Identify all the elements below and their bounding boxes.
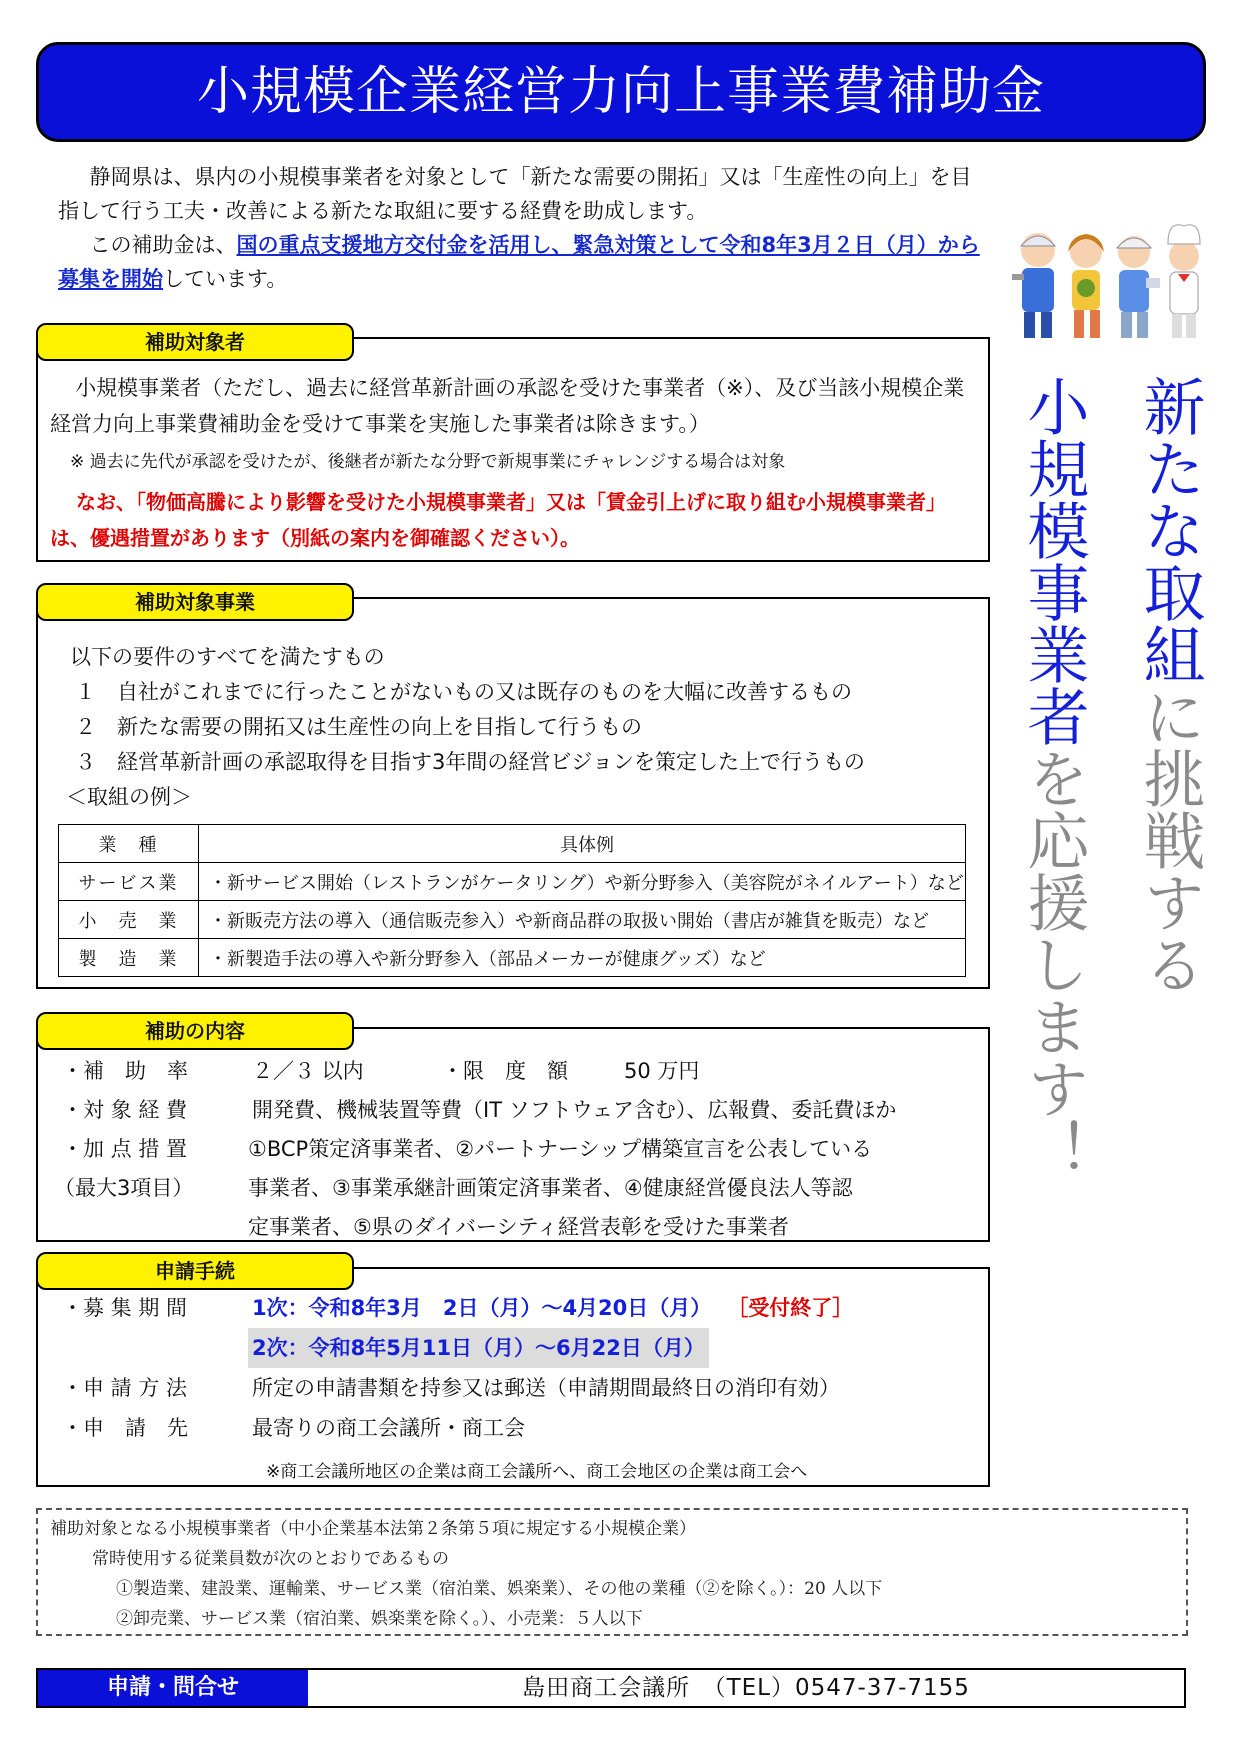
- method-label: ・申 請 方 法: [62, 1376, 188, 1400]
- table-cell-example: ・新製造手法の導入や新分野参入（部品メーカーが健康グッズ）など: [199, 939, 966, 977]
- table-cell-industry: サービス業: [59, 863, 199, 901]
- bonus-sub-label: （最大3項目）: [54, 1176, 194, 1200]
- worker-mechanic-icon: [1012, 233, 1055, 338]
- eligible-note: ※ 過去に先代が承認を受けたが、後継者が新たな分野で新規事業にチャレンジする場合は対象: [70, 452, 786, 472]
- table-row: [59, 901, 966, 939]
- section-eligible-label: 補助対象者: [36, 323, 354, 361]
- bonus-spacer: [62, 1208, 248, 1247]
- table-row: [59, 863, 966, 901]
- requirements-intro: 以下の要件のすべてを満たすもの: [70, 645, 385, 669]
- bonus-row: [62, 1130, 896, 1169]
- workers-illustration: [1010, 212, 1210, 344]
- period-second: 2次：令和8年5月11日（月）～6月22日（月）: [248, 1328, 709, 1368]
- bonus-line: 定事業者、⑤県のダイバーシティ経営表彰を受けた事業者: [248, 1215, 789, 1239]
- definition-box: [36, 1508, 1188, 1636]
- slogan-column-1: [1133, 375, 1206, 995]
- table-cell-industry: 小 売 業: [59, 901, 199, 939]
- dest-label: ・申 請 先: [62, 1416, 188, 1440]
- slogan-col1-b: に挑戦する: [1133, 685, 1206, 995]
- requirement-item: ２ 新たな需要の開拓又は生産性の向上を目指して行うもの: [75, 715, 642, 739]
- rate-label: ・補 助 率: [62, 1059, 188, 1083]
- limit-value: 50 万円: [624, 1059, 700, 1083]
- examples-table: [58, 824, 966, 977]
- intro-highlight: 国の重点支援地方交付金を活用し、緊急対策として令和8年3月２日（月）から募集を開始: [58, 233, 980, 291]
- slogan-column-2: [1017, 375, 1090, 1181]
- bonus-row: [62, 1208, 896, 1247]
- cost-label: ・対 象 経 費: [62, 1098, 188, 1122]
- definition-line: 補助対象となる小規模事業者（中小企業基本法第２条第５項に規定する小規模企業）: [50, 1519, 696, 1539]
- table-cell-example: ・新サービス開始（レストランがケータリング）や新分野参入（美容院がネイルアート）など: [199, 863, 966, 901]
- cost-row: [62, 1091, 896, 1130]
- method-row: [62, 1368, 853, 1408]
- definition-line: ①製造業、建設業、運輸業、サービス業（宿泊業、娯楽業）、その他の業種（②を除く。）：20 人以下: [116, 1579, 883, 1599]
- slogan-col2-b: を応援します！: [1017, 747, 1090, 1181]
- dest-row: [62, 1408, 853, 1448]
- contact-label: 申請・問合せ: [38, 1670, 308, 1706]
- method-value: 所定の申請書類を持参又は郵送（申請期間最終日の消印有効）: [252, 1376, 840, 1400]
- table-cell-example: ・新販売方法の導入（通信販売参入）や新商品群の取扱い開始（書店が雑貨を販売）など: [199, 901, 966, 939]
- intro-p2-before: この補助金は、: [89, 233, 237, 257]
- period-spacer: [62, 1328, 248, 1368]
- rate-value: ２／３ 以内: [252, 1059, 364, 1083]
- bonus-label: ・加 点 措 置: [62, 1137, 188, 1161]
- slogan-col2-a: 小規模事業者: [1017, 375, 1090, 747]
- dest-note: ※商工会議所地区の企業は商工会議所へ、商工会地区の企業は商工会へ: [266, 1462, 808, 1482]
- eligible-text: [50, 370, 980, 442]
- slogan-col1-a: 新たな取組: [1133, 375, 1206, 685]
- table-row: [59, 939, 966, 977]
- example-heading: ＜取組の例＞: [66, 785, 192, 809]
- definition-line: 常時使用する従業員数が次のとおりであるもの: [92, 1549, 449, 1569]
- section-content-label: 補助の内容: [36, 1012, 354, 1050]
- intro-text: [58, 160, 988, 296]
- table-cell-industry: 製 造 業: [59, 939, 199, 977]
- intro-p2-after: しています。: [163, 267, 288, 291]
- priority-notice: なお、「物価高騰により影響を受けた小規模事業者」又は「賃金引上げに取り組む小規模事業者」は、優遇措置があります（別紙の案内を御確認ください）。: [50, 490, 946, 550]
- intro-paragraph-2: [58, 228, 988, 296]
- period-row: [62, 1328, 853, 1368]
- worker-builder-icon: [1117, 236, 1160, 338]
- requirement-item: ３ 経営革新計画の承認取得を目指す3年間の経営ビジョンを策定した上で行うもの: [75, 750, 865, 774]
- worker-chef-icon: [1168, 225, 1200, 338]
- contact-organization: 島田商工会議所 （TEL）0547-37-7155: [522, 1675, 970, 1701]
- period-first-status: ［受付終了］: [727, 1296, 854, 1320]
- requirements-list: [66, 640, 865, 815]
- worker-farmer-icon: [1068, 234, 1104, 338]
- period-row: [62, 1288, 853, 1328]
- cost-value: 開発費、機械装置等費（IT ソフトウェア含む）、広報費、委託費ほか: [252, 1098, 897, 1122]
- bonus-row: [54, 1169, 896, 1208]
- eligible-description: 小規模事業者（ただし、過去に経営革新計画の承認を受けた事業者（※）、及び当該小規模企業経営力向上事業費補助金を受けて事業を実施した事業者は除きます。）: [50, 376, 965, 436]
- section-projects-label: 補助対象事業: [36, 583, 354, 621]
- definition-line: ②卸売業、サービス業（宿泊業、娯楽業を除く。）、小売業：５人以下: [116, 1609, 643, 1629]
- rate-row: [62, 1052, 896, 1091]
- limit-label: ・限 度 額: [442, 1059, 568, 1083]
- subsidy-content: [54, 1052, 897, 1247]
- bonus-line: ①BCP策定済事業者、②パートナーシップ構築宣言を公表している: [248, 1137, 873, 1161]
- period-first: 1次：令和8年3月 2日（月）～4月20日（月）: [252, 1296, 712, 1320]
- page-title: 小規模企業経営力向上事業費補助金: [36, 42, 1206, 142]
- bonus-line: 事業者、③事業承継計画策定済事業者、④健康経営優良法人等認: [248, 1176, 853, 1200]
- table-header-industry: 業 種: [59, 825, 199, 863]
- application-procedure: [62, 1288, 854, 1482]
- dest-value: 最寄りの商工会議所・商工会: [252, 1416, 525, 1440]
- intro-paragraph-1: 静岡県は、県内の小規模事業者を対象として「新たな需要の開拓」又は「生産性の向上」を目指して行う工夫・改善による新たな取組に要する経費を助成します。: [58, 165, 972, 223]
- requirement-item: １ 自社がこれまでに行ったことがないもの又は既存のものを大幅に改善するもの: [75, 680, 852, 704]
- table-header-row: [59, 825, 966, 863]
- contact-bar: [36, 1668, 1186, 1708]
- section-application-label: 申請手続: [36, 1252, 354, 1290]
- table-header-example: 具体例: [199, 825, 966, 863]
- period-label: ・募 集 期 間: [62, 1296, 188, 1320]
